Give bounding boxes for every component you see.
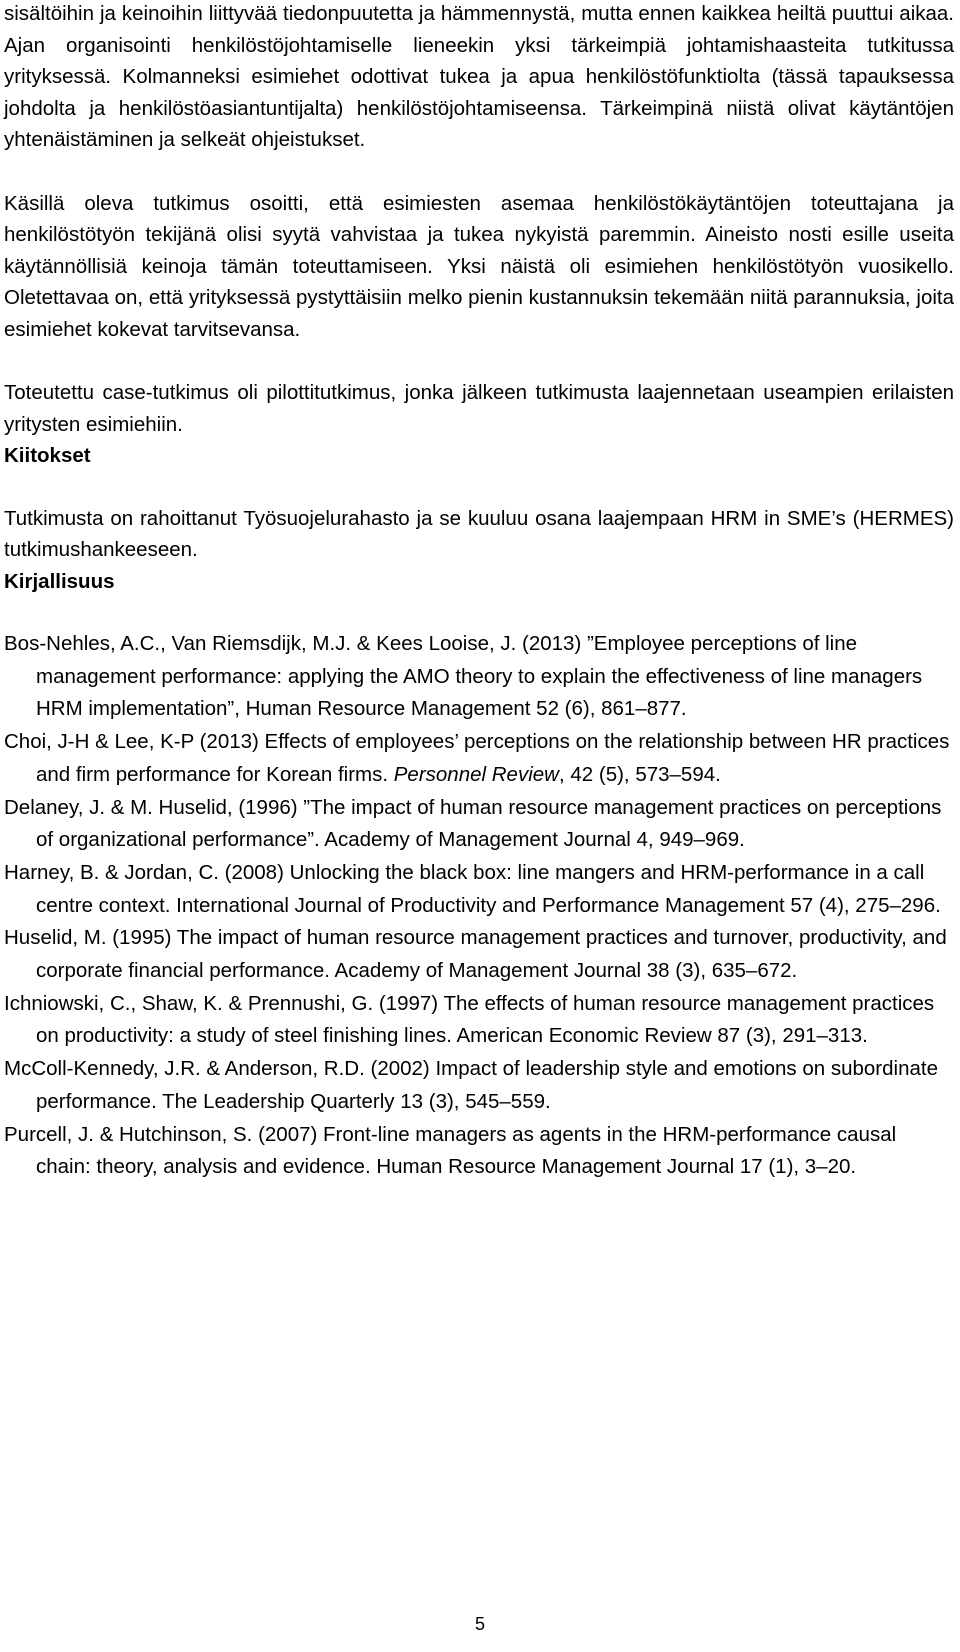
reference-item [4, 628, 954, 726]
reference-text: Ichniowski, C., Shaw, K. & Prennushi, G. (1997) The effects of human resource management practices on productivity: a study of steel finishing lines. American Economic Review 87 (3), 291–313. [4, 991, 935, 1048]
body-paragraph-2: Käsillä oleva tutkimus osoitti, että esimiesten asemaa henkilöstökäytäntöjen toteuttajana ja henkilöstötyön tekijänä olisi syytä vahvistaa ja tukea nykyistä paremmin. Aineisto nosti esille useita käytännöllisiä keinoja tämän toteuttamiseen. Yksi näistä oli esimiehen henkilöstötyön vuosikello. Oletettavaa on, että yrityksessä pystyttäisiin melko pienin kustannuksin tekemään niitä parannuksia, joita esimiehet kokevat tarvitsevansa. [4, 191, 954, 341]
reference-text: Purcell, J. & Hutchinson, S. (2007) Front-line managers as agents in the HRM-performance causal chain: theory, analysis and evidence. Human Resource Management Journal 17 (1), 3–20. [4, 1122, 897, 1179]
reference-item [4, 726, 954, 791]
acknowledgements-heading: Kiitokset [4, 444, 91, 467]
body-paragraph-1: sisältöihin ja keinoihin liittyvää tiedonpuutetta ja hämmennystä, mutta ennen kaikkea heiltä puuttui aikaa. Ajan organisointi henkilöstöjohtamiselle lieneekin yksi tärkeimpiä johtamishaasteita tutkitussa yrityksessä. Kolmanneksi esimiehet odottivat tukea ja apua henkilöstöfunktiolta (tässä tapauksessa johdolta ja henkilöstöasiantuntijalta) henkilöstöjohtamiseensa. Tärkeimpinä niistä olivat käytäntöjen yhtenäistäminen ja selkeät ohjeistukset. [4, 2, 954, 151]
references-heading: Kirjallisuus [4, 569, 115, 593]
reference-item [4, 857, 954, 922]
reference-item [4, 1053, 954, 1118]
reference-item [4, 922, 954, 987]
reference-text: Choi, J-H & Lee, K-P (2013) Effects of employees’ perceptions on the relationship between HR practices and firm performance for Korean firms. [4, 730, 950, 786]
page-number: 5 [474, 1614, 485, 1634]
reference-text-end: , 42 (5), 573–594. [558, 762, 721, 786]
reference-list [4, 628, 954, 1184]
reference-text: Harney, B. & Jordan, C. (2008) Unlocking the black box: line mangers and HRM-performance in a call centre context. International Journal of Productivity and Performance Management 57 (4), 275–296. [4, 860, 941, 917]
document-page [4, 0, 954, 1184]
reference-item [4, 1119, 954, 1184]
reference-text: Bos-Nehles, A.C., Van Riemsdijk, M.J. & Kees Looise, J. (2013) ”Employee perceptions of line management performance: applying the AMO theory to explain the effectiveness of line managers HRM implementation”, Human Resource Management 52 (6), 861–877. [4, 632, 923, 721]
reference-text: McColl-Kennedy, J.R. & Anderson, R.D. (2002) Impact of leadership style and emotions on subordinate performance. The Leadership Quarterly 13 (3), 545–559. [4, 1057, 938, 1113]
reference-journal: Personnel Review [393, 762, 559, 786]
body-paragraph-3: Toteutettu case-tutkimus oli pilottitutkimus, jonka jälkeen tutkimusta laajennetaan useampien erilaisten yritysten esimiehiin. [4, 381, 954, 436]
reference-item [4, 792, 954, 857]
reference-item [4, 988, 954, 1053]
reference-text: Huselid, M. (1995) The impact of human resource management practices and turnover, productivity, and corporate financial performance. Academy of Management Journal 38 (3), 635–672. [4, 926, 947, 983]
acknowledgements-text: Tutkimusta on rahoittanut Työsuojelurahasto ja se kuuluu osana laajempaan HRM in SME’s (HERMES) tutkimushankeeseen. [4, 506, 954, 561]
reference-text: Delaney, J. & M. Huselid, (1996) ”The impact of human resource management practices on perceptions of organizational performance”. Academy of Management Journal 4, 949–969. [4, 795, 942, 852]
